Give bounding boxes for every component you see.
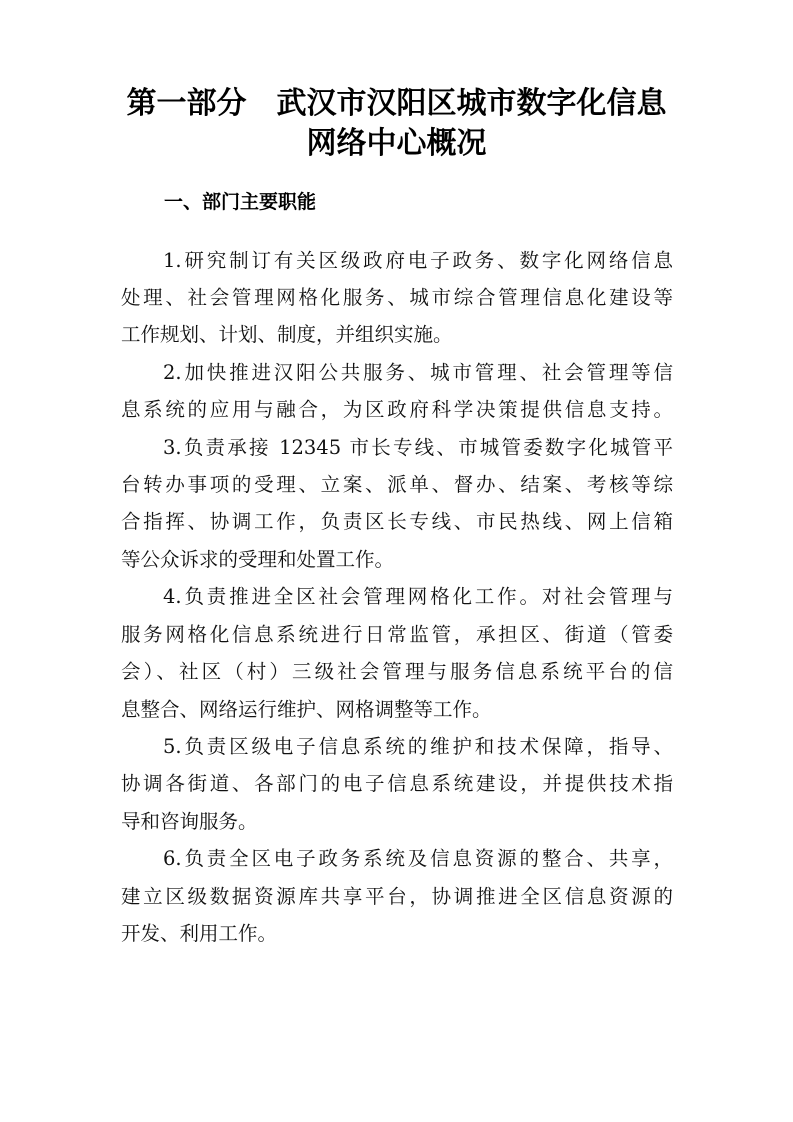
document-title-line-2: 网络中心概况 — [306, 126, 487, 161]
paragraph-line: 会）、社区（村）三级社会管理与服务信息系统平台的信 — [121, 660, 673, 683]
paragraph-line: 开发、利用工作。 — [121, 922, 278, 945]
paragraph-line: 服务网格化信息系统进行日常监管，承担区、街道（管委 — [121, 623, 673, 646]
paragraph-line: 4.负责推进全区社会管理网格化工作。对社会管理与 — [163, 585, 673, 608]
paragraph-line: 建立区级数据资源库共享平台，协调推进全区信息资源的 — [121, 885, 673, 908]
title-part-label: 第一部分 — [126, 86, 247, 121]
title-text-line-1: 武汉市汉阳区城市数字化信息 — [276, 86, 667, 121]
section-heading: 一、部门主要职能 — [164, 191, 317, 213]
document-title-line-1 — [0, 84, 793, 124]
paragraph-line: 处理、社会管理网格化服务、城市综合管理信息化建设等 — [121, 286, 673, 309]
paragraph-line: 2.加快推进汉阳公共服务、城市管理、社会管理等信 — [163, 361, 673, 384]
paragraph-line: 1.研究制订有关区级政府电子政务、数字化网络信息 — [163, 249, 673, 272]
paragraph-line: 息整合、网络运行维护、网格调整等工作。 — [121, 698, 492, 721]
paragraph-line: 台转办事项的受理、立案、派单、督办、结案、考核等综 — [121, 473, 673, 496]
paragraph-line: 合指挥、协调工作，负责区长专线、市民热线、网上信箱 — [121, 510, 673, 533]
paragraph-line: 导和咨询服务。 — [121, 810, 258, 833]
paragraph-line: 协调各街道、各部门的电子信息系统建设，并提供技术指 — [121, 772, 673, 795]
paragraph-line: 6.负责全区电子政务系统及信息资源的整合、共享， — [163, 847, 673, 870]
paragraph-line: 等公众诉求的受理和处置工作。 — [121, 548, 395, 571]
paragraph-line: 3.负责承接 12345 市长专线、市城管委数字化城管平 — [163, 436, 673, 459]
paragraph-line: 5.负责区级电子信息系统的维护和技术保障，指导、 — [163, 735, 673, 758]
paragraph-line: 息系统的应用与融合，为区政府科学决策提供信息支持。 — [121, 398, 673, 421]
paragraph-line: 工作规划、计划、制度，并组织实施。 — [121, 323, 453, 346]
